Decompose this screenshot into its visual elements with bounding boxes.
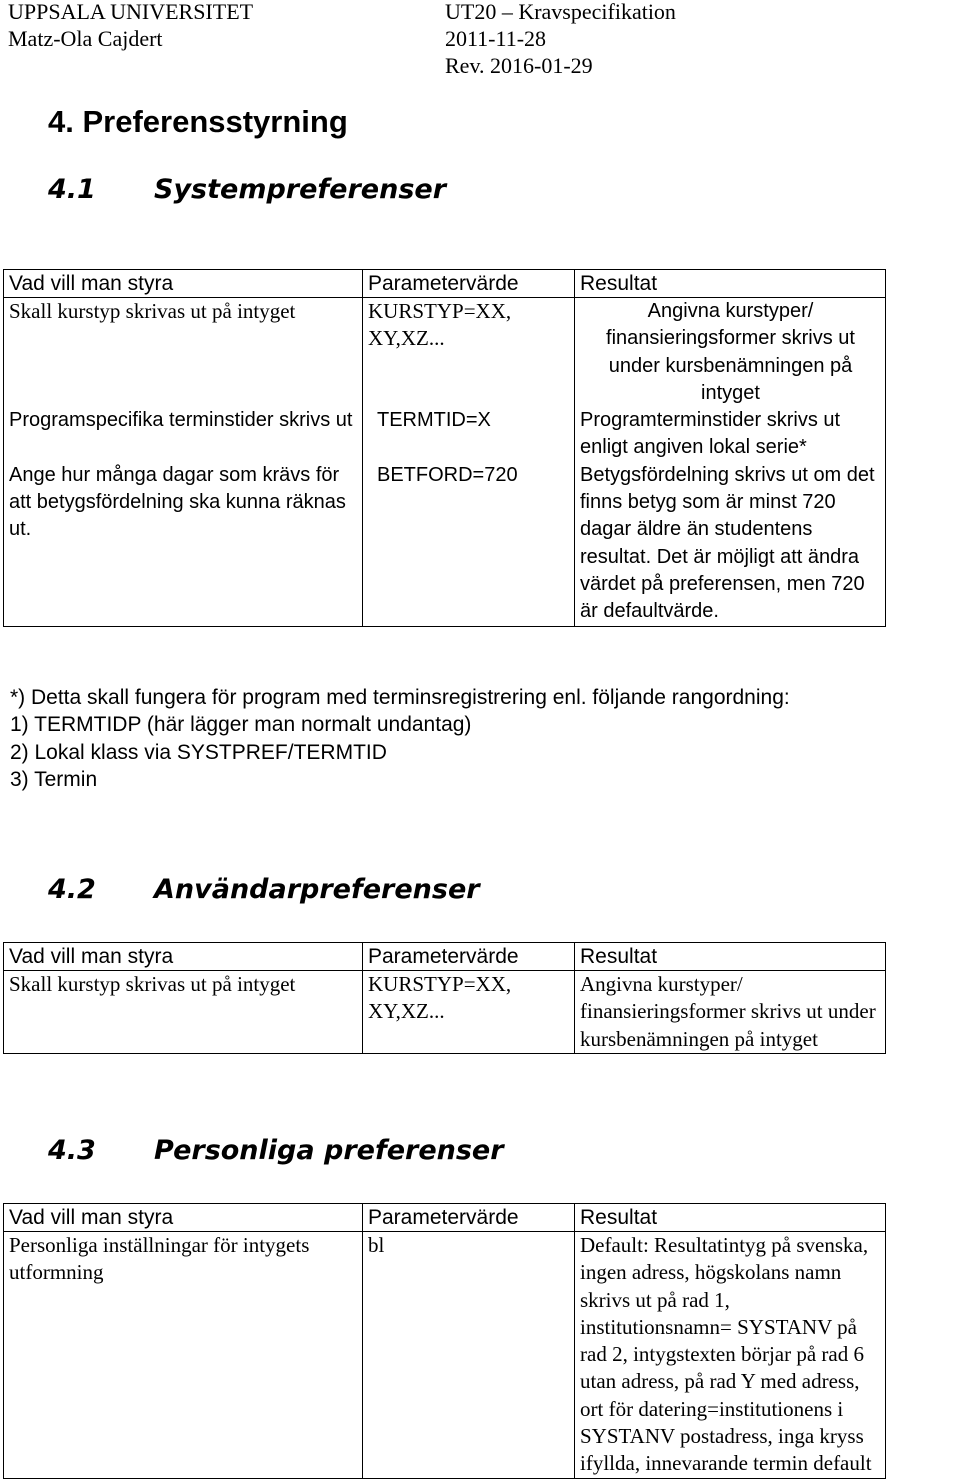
header-what: Vad vill man styra bbox=[4, 943, 363, 971]
section-title: Användarpreferenser bbox=[154, 874, 480, 905]
header-doc-title: UT20 – Kravspecifikation bbox=[445, 0, 676, 24]
section-title: Systempreferenser bbox=[154, 174, 447, 205]
header-org: UPPSALA UNIVERSITET bbox=[8, 0, 254, 24]
cell-result: Programterminstider skrivs ut enligt angiven lokal serie* bbox=[575, 407, 886, 462]
table-row bbox=[4, 1232, 886, 1479]
table-row bbox=[4, 407, 886, 462]
section-heading-4-2 bbox=[48, 870, 480, 910]
footnote-line: *) Detta skall fungera för program med terminsregistrering enl. följande rangordning: bbox=[10, 686, 790, 709]
table-row bbox=[4, 298, 886, 408]
header-date: 2011-11-28 bbox=[445, 26, 547, 51]
cell-what: Skall kurstyp skrivas ut på intyget bbox=[4, 298, 363, 408]
header-revision: Rev. 2016-01-29 bbox=[445, 53, 593, 78]
cell-result: Default: Resultatintyg på svenska, ingen adress, högskolans namn skrivs ut på rad 1, institutionsnamn= SYSTANV på rad 2, intygstexten börjar på rad 6 utan adress, på rad Y med adress, ort för datering=institutionens i SYSTANV postadress, inga kryss ifyllda, innevarande termin default bbox=[575, 1232, 886, 1479]
system-preferences-table bbox=[3, 269, 886, 627]
cell-result: Angivna kurstyper/ finansieringsformer skrivs ut under kursbenämningen på intyget bbox=[575, 298, 886, 408]
cell-parameter: KURSTYP=XX, XY,XZ... bbox=[363, 298, 575, 408]
section-number: 4.3 bbox=[48, 1135, 96, 1166]
cell-result: Angivna kurstyper/ finansieringsformer skrivs ut under kursbenämningen på intyget bbox=[575, 971, 886, 1054]
table-header-row bbox=[4, 270, 886, 298]
footnote-line: 1) TERMTIDP (här lägger man normalt undantag) bbox=[10, 713, 472, 737]
chapter-title: 4. Preferensstyrning bbox=[48, 104, 348, 139]
header-result: Resultat bbox=[575, 270, 886, 298]
section-number: 4.1 bbox=[48, 174, 96, 205]
cell-parameter: KURSTYP=XX, XY,XZ... bbox=[363, 971, 575, 1054]
table-row bbox=[4, 971, 886, 1054]
table-header-row bbox=[4, 943, 886, 971]
user-preferences-table bbox=[3, 942, 886, 1054]
footnote bbox=[10, 684, 790, 793]
footnote-line: 2) Lokal klass via SYSTPREF/TERMTID bbox=[10, 740, 387, 764]
cell-what: Ange hur många dagar som krävs för att betygsfördelning ska kunna räknas ut. bbox=[4, 462, 363, 626]
cell-what: Skall kurstyp skrivas ut på intyget bbox=[4, 971, 363, 1054]
footnote-line: 3) Termin bbox=[10, 767, 98, 791]
section-number: 4.2 bbox=[48, 874, 96, 905]
header-author: Matz-Ola Cajdert bbox=[8, 26, 163, 51]
section-heading-4-3 bbox=[48, 1131, 504, 1171]
section-title: Personliga preferenser bbox=[154, 1135, 504, 1166]
header-parameter: Parametervärde bbox=[363, 943, 575, 971]
cell-parameter: TERMTID=X bbox=[363, 407, 575, 462]
cell-parameter: BETFORD=720 bbox=[363, 462, 575, 626]
header-parameter: Parametervärde bbox=[363, 270, 575, 298]
header-parameter: Parametervärde bbox=[363, 1204, 575, 1232]
cell-what: Programspecifika terminstider skrivs ut bbox=[4, 407, 363, 462]
section-heading-4-1 bbox=[48, 170, 446, 210]
table-row bbox=[4, 462, 886, 626]
cell-what: Personliga inställningar för intygets utformning bbox=[4, 1232, 363, 1479]
header-result: Resultat bbox=[575, 943, 886, 971]
cell-parameter: bl bbox=[363, 1232, 575, 1479]
table-header-row bbox=[4, 1204, 886, 1232]
header-result: Resultat bbox=[575, 1204, 886, 1232]
cell-result: Betygsfördelning skrivs ut om det finns betyg som är minst 720 dagar äldre än studentens resultat. Det är möjligt att ändra värdet på preferensen, men 720 är defaultvärde. bbox=[575, 462, 886, 626]
header-what: Vad vill man styra bbox=[4, 1204, 363, 1232]
header-what: Vad vill man styra bbox=[4, 270, 363, 298]
personal-preferences-table bbox=[3, 1203, 886, 1479]
